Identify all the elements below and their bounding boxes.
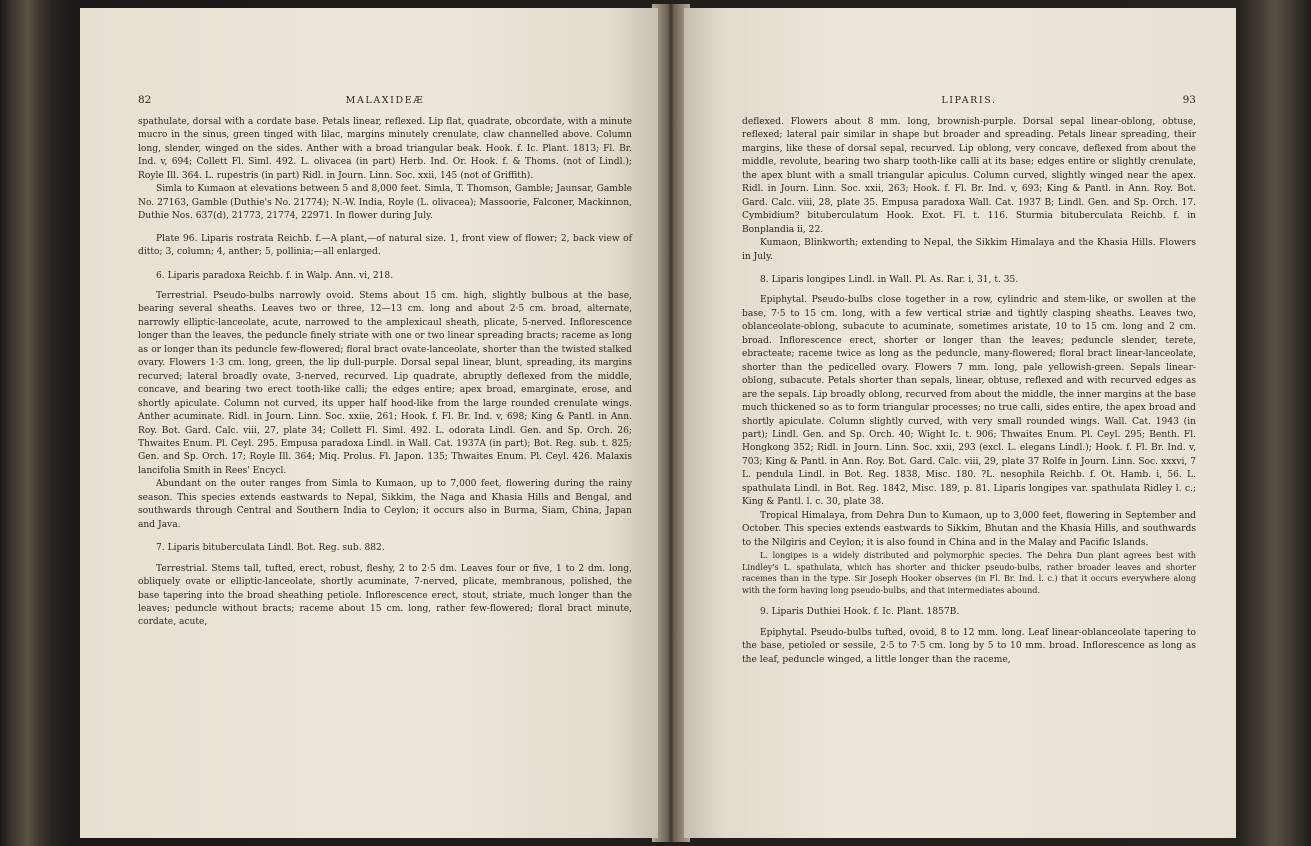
paragraph: spathulate, dorsal with a cordate base. Petals linear, reflexed. Lip flat, quadrate, obcordate, with a minute mucro in the sinus, green tinged with lilac, margins minutely crenulate, claw channelled above. Column long, slender, winged on the sides. Anther with a broad triangular beak. Hook. f. Ic. Plant. 1813; Fl. Br. Ind. v, 694; Collett Fl. Siml. 492. L. olivacea (in part) Herb. Ind. Or. Hook. f. & Thoms. (not of Lindl.); Royle Ill. 364. L. rupestris (in part) Ridl. in Journ. Linn. Soc. xxii, 145 (not of Griffith). [138, 117, 632, 181]
species-heading: 7. Liparis bituberculata Lindl. Bot. Reg. sub. 882. [156, 543, 385, 554]
left-header-title: MALAXIDEÆ [345, 95, 425, 106]
paragraph: Epiphytal. Pseudo-bulbs tufted, ovoid, 8 to 12 mm. long. Leaf linear-oblanceolate tapering to the base, petioled or sessile, 2·5 to 7·5 cm. long by 5 to 10 mm. broad. Inflorescence as long as the leaf, peduncle winged, a little longer than the raceme, [742, 627, 1196, 665]
right-body [742, 116, 1196, 667]
paragraph: Tropical Himalaya, from Dehra Dun to Kumaon, up to 3,000 feet, flowering in September and October. This species extends eastwards to Sikkim, Bhutan and the Khasia Hills, and southwards to the Nilgiris and Ceylon; it is also found in China and in the Malay and Pacific Islands. [742, 510, 1196, 548]
note-paragraph: L. longipes is a widely distributed and polymorphic species. The Dehra Dun plant agrees best with Lindley's L. spathulata, which has shorter and thicker pseudo-bulbs, rather broader leaves and shorter racemes than in the type. Sir Joseph Hooker observes (in Fl. Br. Ind. l. c.) that it occurs everywhere along with the form having long pseudo-bulbs, and that intermediates abound. [742, 550, 1196, 595]
paragraph: Abundant on the outer ranges from Simla to Kumaon, up to 7,000 feet, flowering during the rainy season. This species extends eastwards to Nepal, Sikkim, the Naga and Khasia Hills and Bengal, and southwards through Central and Southern India to Ceylon; it occurs also in Burma, Siam, China, Japan and Java. [138, 479, 632, 530]
right-running-head [742, 94, 1196, 112]
left-running-head [138, 94, 632, 112]
species-heading: 8. Liparis longipes Lindl. in Wall. Pl. As. Rar. i, 31, t. 35. [760, 274, 1019, 285]
paragraph: Terrestrial. Stems tall, tufted, erect, robust, fleshy, 2 to 2·5 dm. Leaves four or five, 1 to 2 dm. long, obliquely ovate or elliptic-lanceolate, shortly acuminate, 7-nerved, plicate, membranous, polished, the base tapering into the broad sheathing petiole. Inflorescence erect, stout, striate, much longer than the leaves; peduncle without bracts; raceme about 15 cm. long, rather few-flowered; floral bract minute, cordate, acute, [138, 563, 632, 628]
left-body [138, 116, 632, 630]
right-page-number: 93 [1182, 94, 1196, 106]
plate-caption: Plate 96. Liparis rostrata Reichb. f.—A plant,—of natural size. 1, front view of flower; 2, back view of ditto; 3, column; 4, anther; 5, pollinia;—all enlarged. [138, 233, 632, 258]
paragraph: Kumaon, Blinkworth; extending to Nepal, the Sikkim Himalaya and the Khasia Hills. Flowers in July. [742, 238, 1196, 262]
paragraph: deflexed. Flowers about 8 mm. long, brownish-purple. Dorsal sepal linear-oblong, obtuse, reflexed; lateral pair similar in shape but broader and spreading. Petals linear spreading, their margins, like these of dorsal sepal, recurved. Lip oblong, very concave, deflexed from about the middle, revolute, bearing two sharp tooth-like calli at its base; edges entire or slightly crenulate, the apex blunt with a small triangular apiculus. Column curved, slightly winged near the apex. Ridl. in Journ. Linn. Soc. xxii, 263; Hook. f. Fl. Br. Ind. v, 693; King & Pantl. in Ann. Roy. Bot. Gard. Calc. viii, 28, plate 35. Empusa paradoxa Wall. Cat. 1937 B; Lindl. Gen. and Sp. Orch. 17. Cymbidium? bituberculatum Hook. Exot. Fl. t. 116. Sturmia bituberculata Reichb. f. in Bonplandia ii, 22. [742, 117, 1196, 235]
paragraph: Simla to Kumaon at elevations between 5 and 8,000 feet. Simla, T. Thomson, Gamble; Jaunsar, Gamble No. 27163, Gamble (Duthie's No. 21774); N.-W. India, Royle (L. olivacea); Massoorie, Falconer, Mackinnon, Duthie Nos. 637(d), 21773, 21774, 22971. In flower during July. [138, 184, 632, 222]
species-heading: 9. Liparis Duthiei Hook. f. Ic. Plant. 1857B. [760, 607, 960, 618]
right-page [684, 8, 1236, 838]
paragraph: Terrestrial. Pseudo-bulbs narrowly ovoid. Stems about 15 cm. high, slightly bulbous at the base, bearing several sheaths. Leaves two or three, 12—13 cm. long and about 2·5 cm. broad, alternate, narrowly elliptic-lanceolate, acute, narrowed to the amplexicaul sheath, plicate, 5-nerved. Inflorescence longer than the leaves, the peduncle finely striate with one or two linear spreading bracts; raceme as long as or longer than its peduncle few-flowered; floral bract ovate-lanceolate, shorter than the twisted stalked ovary. Flowers 1·3 cm. long, green, the lip dull-purple. Dorsal sepal linear, blunt, spreading, its margins recurved; lateral broadly ovate, 3-nerved, recurved. Lip quadrate, abruptly deflexed from the middle, concave, and bearing two erect tooth-like calli; the edges entire; apex broad, emarginate, erose, and shortly apiculate. Column not curved, its upper half hood-like from the large rounded crenulate wings. Anther acuminate. Ridl. in Journ. Linn. Soc. xxiie, 261; Hook. f. Fl. Br. Ind. v, 698; King & Pantl. in Ann. Roy. Bot. Gard. Calc. viii, 27, plate 34; Collett Fl. Siml. 492. L. odorata Lindl. Gen. and Sp. Orch. 26; Thwaites Enum. Pl. Ceyl. 295. Empusa paradoxa Lindl. in Wall. Cat. 1937A (in part); Bot. Reg. sub. t. 825; Gen. and Sp. Orch. 17; Royle Ill. 364; Miq. Prolus. Fl. Japon. 135; Thwaites Enum. Pl. Ceyl. 426. Malaxis lancifolia Smith in Rees' Encycl. [138, 290, 632, 476]
right-header-title: LIPARIS. [941, 95, 997, 106]
left-page-number: 82 [138, 94, 152, 106]
species-heading: 6. Liparis paradoxa Reichb. f. in Walp. Ann. vi, 218. [156, 270, 394, 281]
paragraph: Epiphytal. Pseudo-bulbs close together in a row, cylindric and stem-like, or swollen at the base, 7·5 to 15 cm. long, with a few vertical striæ and tightly clasping sheaths. Leaves two, oblanceolate-oblong, subacute to acuminate, sometimes aristate, 10 to 15 cm. long and 2 cm. broad. Inflorescence erect, shorter or longer than the leaves; peduncle slender, terete, ebracteate; raceme twice as long as the peduncle, many-flowered; floral bract linear-lanceolate, shorter than the pedicelled ovary. Flowers 7 mm. long, pale yellowish-green. Sepals linear-oblong, subacute. Petals shorter than sepals, linear, obtuse, reflexed and with recurved edges as are the sepals. Lip broadly oblong, recurved from about the middle, the inner margins at the base much thickened so as to form triangular processes; no true calli, sides entire, the apex broad and shortly apiculate. Column slightly curved, with very small rounded wings. Wall. Cat. 1943 (in part); Lindl. Gen. and Sp. Orch. 40; Wight Ic. t. 906; Thwaites Enum. Pl. Ceyl. 295; Benth. Fl. Hongkong 352; Ridl. in Journ. Linn. Soc. xxii, 293 (excl. L. elegans Lindl.); Hook. f. Fl. Br. Ind. v, 703; King & Pantl. in Ann. Roy. Bot. Gard. Calc. viii, 29, plate 37 Rolfe in Journ. Linn. Soc. xxxvi, 7 L. pendula Lindl. in Bot. Reg. 1838, Misc. 180. ?L. nesophila Reichb. f. Ot. Hamb. i, 56. L. spathulata Lindl. in Bot. Reg. 1842, Misc. 189, p. 81. Liparis longipes var. spathulata Ridley l. c.; King & Pantl. l. c. 30, plate 38. [742, 295, 1196, 508]
left-page [80, 8, 658, 838]
